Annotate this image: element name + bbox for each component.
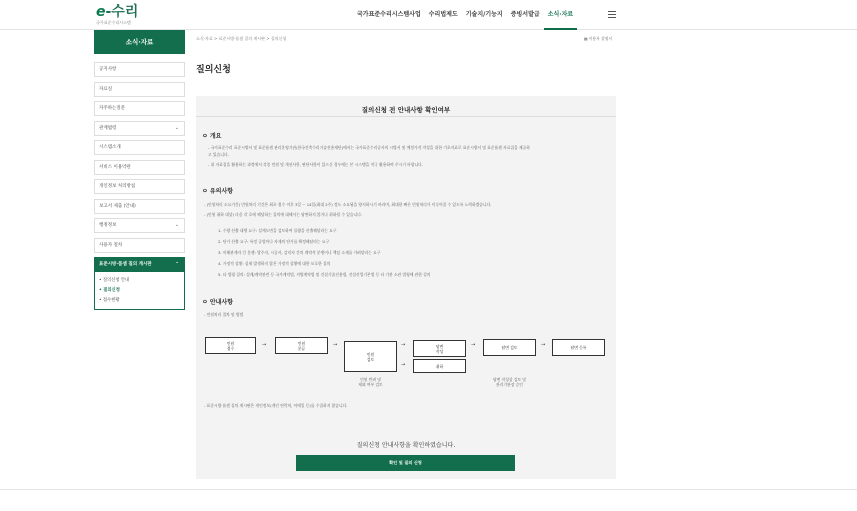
notice-item: 1. 수량 산출 대행 요구: 설계도면을 검토하여 물량을 산출해달라는 요구 <box>218 228 337 233</box>
arrow-right-icon: → <box>333 342 338 348</box>
chevron-down-icon: ⌄ <box>174 222 179 228</box>
sidebar-item-label: 보고서 제출 (안내) <box>99 203 136 209</box>
flow-box-receive: 민원 접수 <box>205 337 256 354</box>
sidebar-sub-item-guide[interactable]: • 질의신청 안내 <box>99 278 130 283</box>
confirm-apply-button[interactable]: 확인 및 질의 신청 <box>296 455 515 471</box>
overview-line: 고 있습니다. <box>208 152 229 157</box>
breadcrumb: 소식·자료 > 표준시방·품셈 질의 게시판 > 질의신청 <box>196 36 287 41</box>
logo-title <box>96 5 138 19</box>
chevron-up-icon: ⌃ <box>175 262 179 267</box>
flow-box-classify: 민원 분류 <box>275 337 328 354</box>
sidebar-item-user-procedure[interactable] <box>94 238 185 253</box>
sidebar-item-privacy[interactable] <box>94 179 185 194</box>
logo-e: e <box>96 4 106 20</box>
chevron-down-icon: ⌄ <box>174 124 179 131</box>
sidebar-item-label: 관계법령 <box>99 125 117 131</box>
notice-item: 3. 이해관계자 간 분쟁: 발주자, 시공사, 감리자 간의 계약적 분쟁이나 책임 소재를 가려달라는 요구 <box>218 250 381 255</box>
panel-title: 질의신청 전 안내사항 확인여부 <box>361 106 451 114</box>
flow-note-review: 민원 반려 및 제외 여부 검토 <box>358 377 383 387</box>
sidebar-list <box>94 62 185 310</box>
nav-item-news[interactable]: 소식·자료 <box>544 10 577 30</box>
flow-box-answer-register: 답변 등록 <box>552 339 605 356</box>
arrow-right-icon: → <box>471 342 476 348</box>
guide-footer-line: - 표준시방·품셈 질의 게시판은 개인정보(개인 연락처, 이메일 등)를 수집하지 않습니다. <box>204 403 348 408</box>
sidebar-sub-list <box>95 272 184 309</box>
sidebar-group-label: 표준시방·품셈 질의 게시판 <box>99 262 152 267</box>
sidebar-item-terms[interactable] <box>94 160 185 175</box>
logo-rest: -수리 <box>105 4 139 20</box>
footer-divider <box>0 489 857 490</box>
sidebar-item-label: 사용자 절차 <box>99 242 123 248</box>
notice-item: 2. 단가 산출 요구: 특정 공법이나 자재의 단가를 확정해달라는 요구 <box>218 239 330 244</box>
sidebar-item-label: 행정정보 <box>99 223 117 228</box>
flow-note-answer: 답변 작성상 검토 및 관리기관장 승인 <box>493 377 526 387</box>
sidebar-group-header[interactable] <box>95 258 184 272</box>
divider <box>196 116 616 117</box>
flow-box-answer-review: 답변 검토 <box>483 339 536 356</box>
hamburger-icon[interactable] <box>608 11 616 18</box>
sidebar-item-faq[interactable] <box>94 101 185 116</box>
arrow-right-icon: → <box>541 342 546 348</box>
guide-panel <box>196 96 616 479</box>
sidebar <box>94 30 185 310</box>
sidebar-item-notice[interactable] <box>94 62 185 77</box>
sidebar-item-laws[interactable] <box>94 121 185 136</box>
section-heading-guide: ㅇ 안내사항 <box>202 299 234 306</box>
sidebar-item-admin-info[interactable] <box>94 218 185 233</box>
sidebar-item-system-intro[interactable] <box>94 140 185 155</box>
notice-item: 4. 가정적 상황: 실제 발생하지 않은 가정적 상황에 대한 모호한 질의 <box>218 261 331 266</box>
site-logo[interactable] <box>96 5 138 26</box>
flow-box-withdraw: 취하 <box>413 359 466 373</box>
arrow-right-icon: → <box>401 342 406 348</box>
notice-line: - (민원 취하 대상) 다음 각 호에 해당하는 질의에 대해서는 답변하지 않거나 취하될 수 있습니다. <box>204 212 363 217</box>
guide-line: - 민원처리 절차 및 방법 <box>204 312 244 317</box>
overview-line: - 위 자료집을 활용하는 과정에서 각종 민원 및 개선사항, 판단사항이 있으신 경우에는 본 시스템을 적극 활용하여 주시기 바랍니다. <box>208 162 424 167</box>
sidebar-item-label: 개인정보 처리방침 <box>99 184 136 189</box>
overview-line: - 국가표준수리 표준시방서 및 표준품셈 관리운영기관(한국건축수리기술진흥재단)에서는 국가표준수리공사의 시방서 및 예정가격 작성을 위한 기초자료로 표준시방서 및 표준품셈 자료집을 제공하 <box>208 145 530 150</box>
sidebar-item-label: 시스템소개 <box>99 145 121 150</box>
sidebar-item-archive[interactable] <box>94 82 185 97</box>
global-nav <box>353 10 577 30</box>
nav-item-project[interactable]: 국가표준수리시스템사업 <box>357 11 421 18</box>
arrow-right-icon: → <box>262 342 267 348</box>
page-title: 질의신청 <box>196 65 231 75</box>
sidebar-group-inquiry <box>94 257 185 310</box>
user-manual-link[interactable]: ▦ 이용자 설명서 <box>584 36 613 41</box>
notice-item: 5. 타 법령 질의: 설계/계약관련 등 국가계약법, 지방계약법 및 건설기술진흥법, 건설산업기본법 등 타 기관 소관 법령에 관한 질의 <box>218 272 431 277</box>
nav-item-technician[interactable]: 기술지/기능지 <box>465 11 503 18</box>
sidebar-item-label: 자주하는질문 <box>99 106 126 111</box>
sidebar-item-report[interactable] <box>94 199 185 214</box>
sidebar-sub-item-apply[interactable]: • 질의신청 <box>99 288 120 293</box>
logo-subtitle: 국가표준수리시스템 <box>96 20 131 25</box>
sidebar-item-label: 자료실 <box>99 86 113 92</box>
flow-box-review: 민원 검토 <box>344 341 397 372</box>
site-header <box>0 0 857 30</box>
sidebar-item-label: 공지사항 <box>99 67 117 72</box>
confirm-text: 질의신청 안내사항을 확인하였습니다. <box>356 442 456 449</box>
arrow-right-icon: → <box>401 362 406 368</box>
nav-item-certificate[interactable]: 증빙서발급 <box>510 11 540 18</box>
notice-line: - (민원처리 소요기간) 민원처리 기간은 최초 접수 이후 3일 ~ 14일(최대 2주) 정도 소요됨을 양지하시기 바라며, 최대한 빠른 민원처리가 이루어질 수 있도록 노력하겠습니다. <box>204 202 492 207</box>
section-heading-notice: ㅇ 유의사항 <box>202 188 234 195</box>
sidebar-sub-item-status[interactable]: • 접수현황 <box>99 298 120 303</box>
flow-box-write-answer: 답변 작성 <box>413 340 466 357</box>
sidebar-item-label: 서비스 이용약관 <box>99 164 131 170</box>
section-heading-overview: ㅇ 개요 <box>202 133 222 140</box>
nav-item-law[interactable]: 수리법제도 <box>428 11 458 18</box>
sidebar-title: 소식·자료 <box>94 30 185 54</box>
